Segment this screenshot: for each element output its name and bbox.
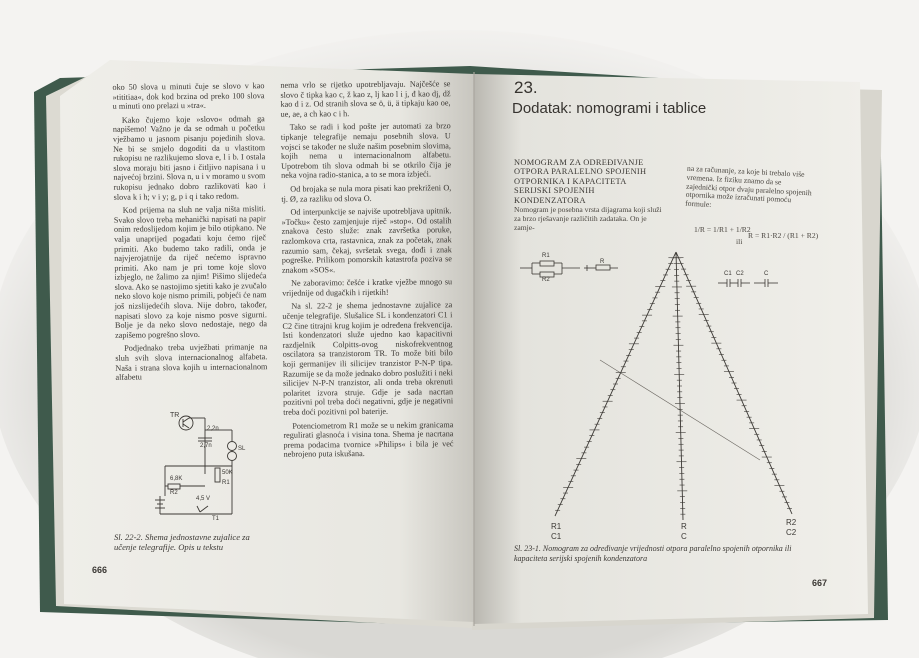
paragraph: Ne zaboravimo: češće i kratke vježbe mnogo su vrijednije od dugačkih i rijetkih! — [282, 277, 453, 298]
nomogram-label-c2: C2 — [786, 528, 797, 537]
paragraph: Na sl. 22-2 je shema jednostavne zujalice za učenje telegrafije. Slušalice SL i kondenzatori C1 i C2 čine titrajni krug kojim je određena frekvencija. Isti kondenzatori služe ujedno kao kapacitivni razdjelnik Colpitts-ovog niskofrekventnog oscilatora sa tranzistorom TR. To može biti bilo koji germanijev ili silicijev tranzistor P-N-P tipa. Razumije se da može jednako dobro poslužiti i neki silicijev N-P-N tranzistor, ali onda treba okrenuti polaritet izvora struje. Gdje je sada nacrtan pozitivni pol treba doći negativni, gdje je negativni treba doći pozitivni pol baterije. — [282, 300, 454, 417]
left-figure-caption: Sl. 22-2. Shema jednostavne zujalice za učenje telegrafije. Opis u tekstu — [114, 532, 250, 552]
circuit-label-r2-name: R2 — [170, 490, 178, 496]
nomogram-label-c: C — [681, 532, 687, 541]
paragraph: Od brojaka se nula mora pisati kao prekriženi O, tj. Ø, za razliku od slova O. — [281, 183, 452, 204]
paragraph: nema vrlo se rijetko upotrebljavaju. Najčešće se slovo č tipka kao c, ž kao z, lj kao l i j, đ kao dj, dž kao d i z. Od stranih slova se ö, ü, ä tipkaju kao oe, ue, ae, a ch kao c i h. — [280, 79, 451, 119]
small-label-c2: C2 — [736, 271, 744, 277]
intro-text-right: na za računanje, za koje bi trebalo više vremena. Iz fiziku znamo da se zajednički otpor dvaju paralelno spojenih otpornika može izračunati pomoću formule: — [684, 163, 812, 210]
circuit-label-c1: 2,2n — [207, 426, 219, 432]
small-label-r: R — [600, 259, 605, 265]
chapter-number: 23. — [514, 78, 538, 97]
small-label-r2: R2 — [542, 277, 550, 283]
paragraph: oko 50 slova u minuti čuje se slovo v kao »tititiaa«, dok kod brzina od preko 100 slova u minuti ono prelazi u »tra«. — [112, 81, 265, 111]
circuit-label-r1: R1 — [222, 480, 230, 486]
right-figure-caption: Sl. 23-1. Nomogram za određivanje vrijednosti otpora paralelno spojenih otpornika ili kapaciteta serijski spojenih kondenzatora — [514, 544, 792, 563]
paragraph: Kod prijema na sluh ne valja ništa misliti. Svako slovo treba mehanički napisati na papir onim redoslijedom kojim je bilo otipkano. Ne valja unaprijed pogađati koju ćemo riječ primiti. Ako budemo tako radili, onda je najvjerojatnije da riječ nećemo ispravno primiti. Ako nam je pri tome koje slovo izbjeglo, ne žalimo za njim! Pišimo slijedeća slova. Ako se nastojimo sjetiti kako je zvučalo neko slovo koje nismo primili, pobjeći će nam još nizslijedećih slova. Nije dobro, također, napisati slovo za koje nismo posve sigurni. Bolje je da neko slovo nedostaje, nego da zapišemo pogrešno slovo. — [113, 204, 267, 340]
circuit-label-r2: 6,8K — [170, 476, 183, 482]
right-page-number: 667 — [812, 578, 828, 588]
paragraph: Tako se radi i kod pošte jer automati za brzo tipkanje telegrafije nemaju posebnih slova. U vojsci se također ne služe našim posebnim slovima, kojih nema u internacionalnom alfabetu. Upotrebom tih slova odmah bi se otkrilo čija je neka vojna radio-stanica, a to se mora izbjeći. — [280, 121, 452, 181]
formula-1: 1/R = 1/R1 + 1/R2 — [694, 225, 751, 234]
circuit-label-pot: 50K — [222, 470, 233, 476]
circuit-label-sl: SL — [238, 446, 246, 452]
small-label-r1: R1 — [542, 253, 550, 259]
nomogram-label-r: R — [681, 522, 687, 531]
circuit-label-tr: TR — [170, 412, 180, 419]
circuit-label-t1: T1 — [212, 516, 220, 522]
formula-connector: ili — [736, 237, 743, 246]
paragraph: Kako čujemo koje »slovo« odmah ga napišemo! Važno je da se odmah u početku vježbamo u jasnom pisanju pojedinih slova. Ne bi se smjelo dogoditi da u vlastitom rukopisu ne razlikujemo slova e, l i b. I ostala slova moraju biti jasno i čitljivo napisana i u najvećoj brzini. Slova n, u i v moramo u svom rukopisu jednako dobro razlikovati kao i slova k i h; v i y; g, p i q i tako redom. — [112, 113, 266, 202]
intro-text-left: Nomogram je posebna vrsta dijagrama koji služi za brzo rješavanje različitih zadataka. On je zamje- — [514, 205, 662, 232]
nomogram-label-r2: R2 — [786, 518, 797, 527]
paragraph: Potenciometrom R1 može se u nekim granicama regulirati glasnoća i visina tona. Shema je nacrtana prema podacima tvornice »Philips« i bila je već nebrojeno puta iskušana. — [283, 419, 454, 460]
small-label-c1: C1 — [724, 271, 732, 277]
small-label-c: C — [764, 271, 769, 277]
paragraph: Od interpunkcije se najviše upotrebljava upitnik. »Točku« često zamjenjuje riječ »stop«. Od ostalih znakova često služe: znak završetka poruke, razlomkova crta, rastavnica, znak za početak, znak razumio sam, čekaj, svršetak svega, dođi i znak pogreške. Prilikom pomorskih katastrofa poziva se znakom »SOS«. — [281, 206, 452, 275]
formula-2: R = R1·R2 / (R1 + R2) — [748, 231, 819, 240]
paragraph: Podjednako treba uvježbati primanje na sluh svih slova internacionalnog alfabeta. Naša i strana slova kojih u internacionalnom alfabetu — [115, 342, 268, 383]
nomogram-label-r1: R1 — [551, 522, 562, 531]
circuit-label-c2: 2,7n — [200, 443, 212, 449]
nomogram-label-c1: C1 — [551, 532, 562, 541]
left-page-number: 666 — [92, 565, 108, 575]
chapter-title: Dodatak: nomogrami i tablice — [512, 100, 707, 117]
section-heading: NOMOGRAM ZA ODREĐIVANJE OTPORA PARALELNO SPOJENIH OTPORNIKA I KAPACITETA SERIJSKI SPOJENIH KONDENZATORA — [514, 158, 647, 205]
circuit-label-battery: 4,5 V — [196, 496, 211, 502]
